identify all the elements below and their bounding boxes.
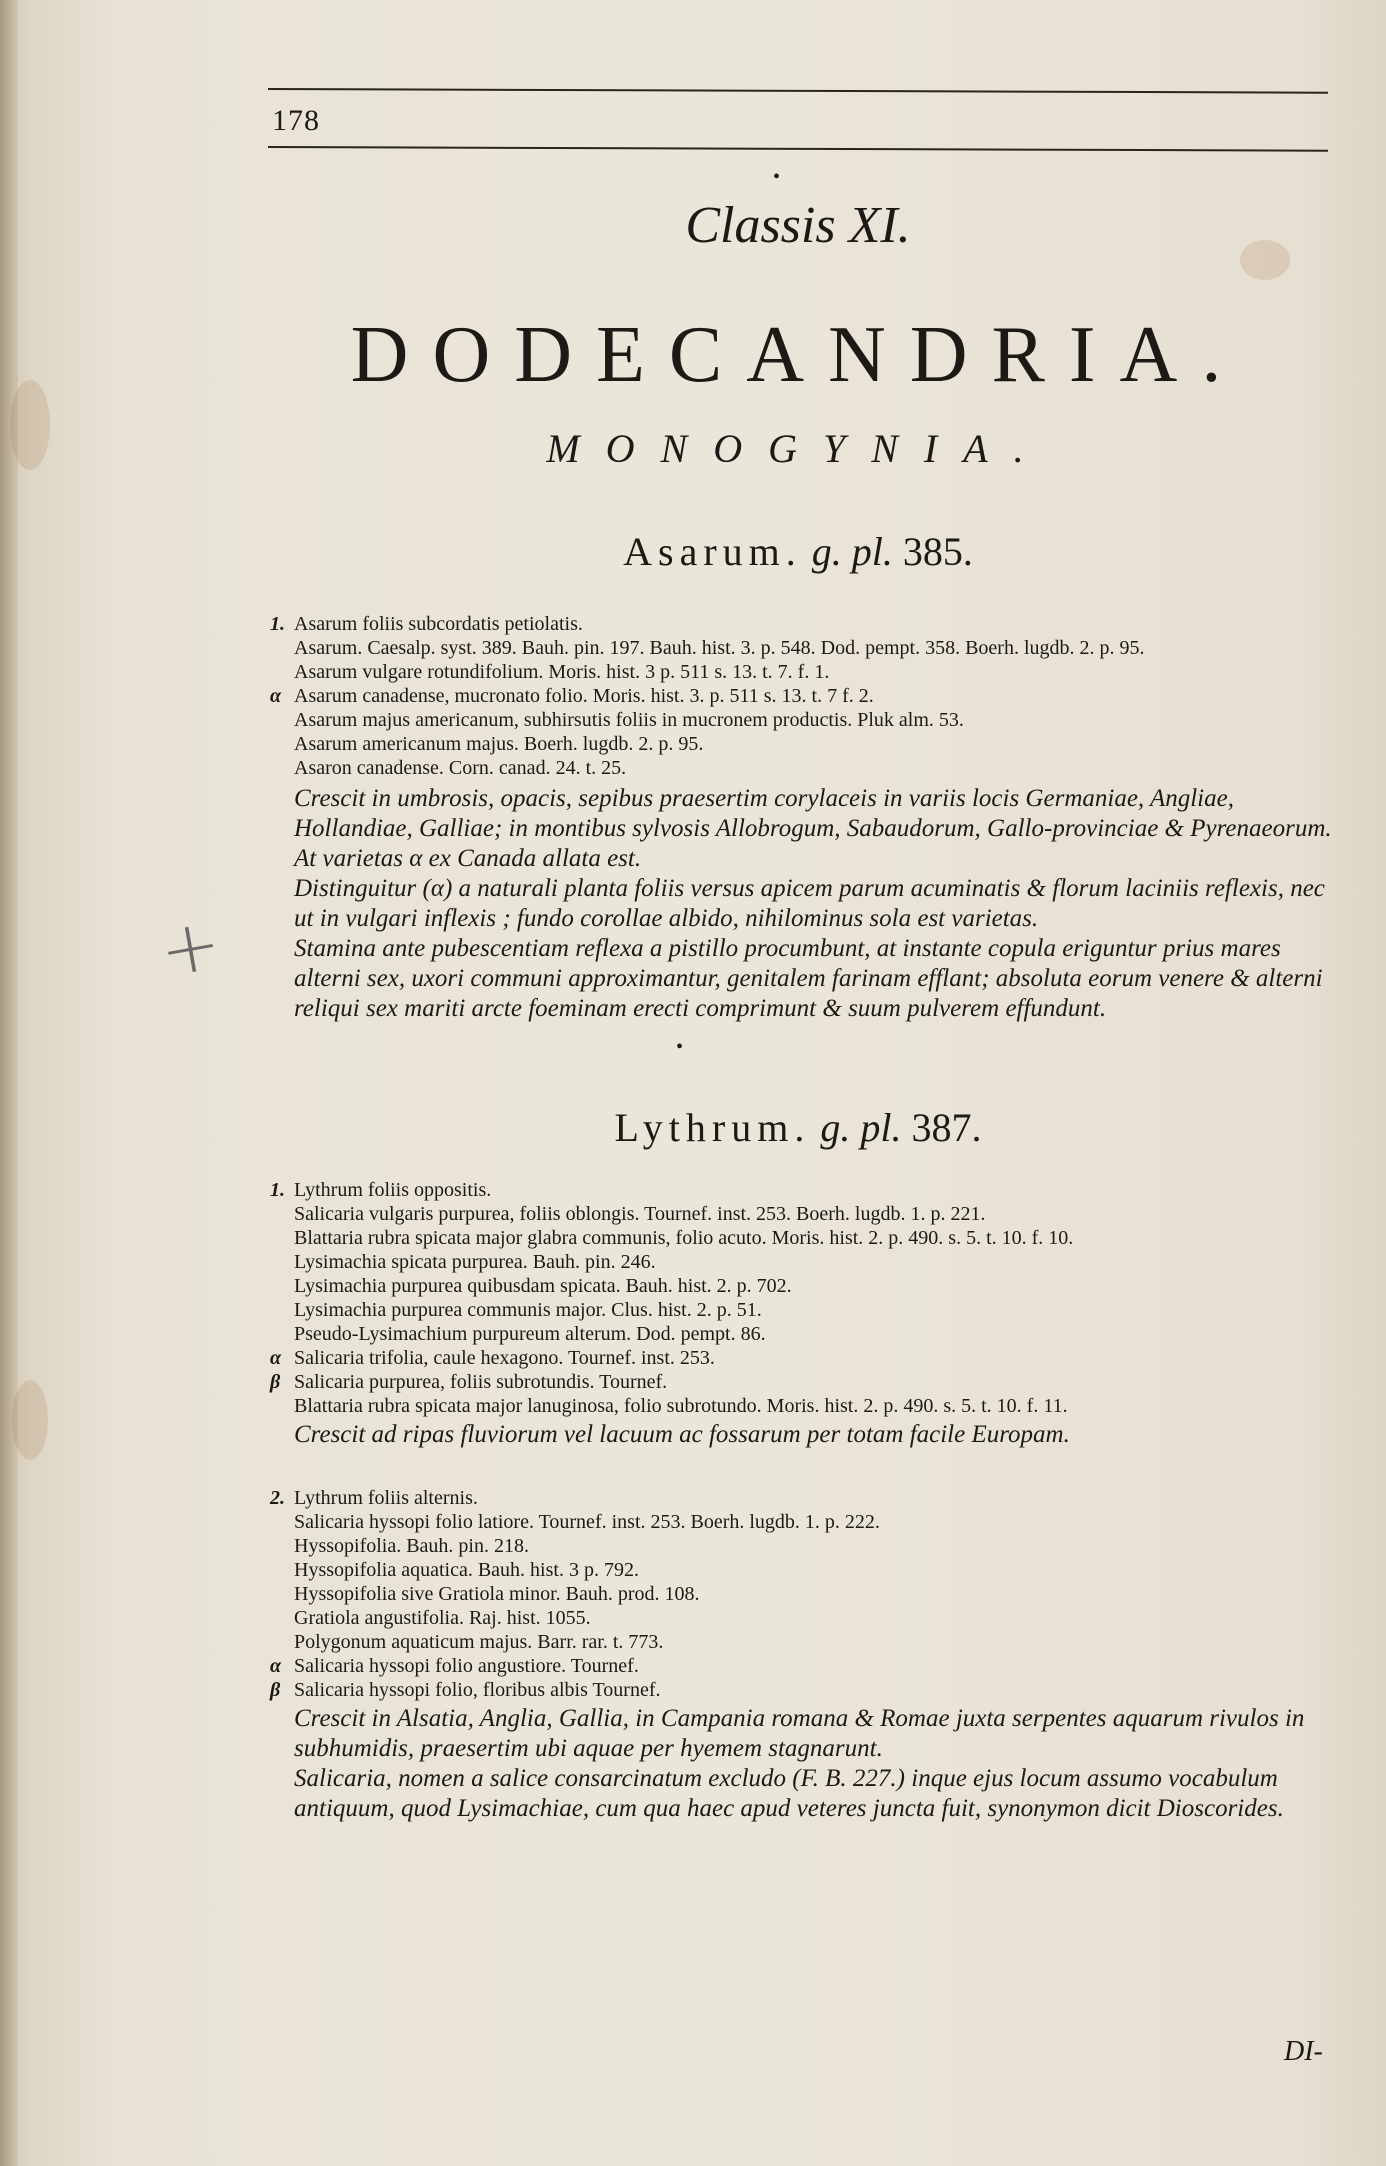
genus-number: 387.	[911, 1105, 982, 1150]
genus-heading-lythrum	[268, 1104, 1328, 1151]
genus-name: Lythrum.	[614, 1105, 811, 1150]
species-entry-asarum-1	[270, 612, 1350, 1024]
stain	[12, 1380, 48, 1460]
class-title: Classis XI.	[685, 197, 911, 254]
synonym-line: Hyssopifolia sive Gratiola minor. Bauh. prod. 108.	[294, 1583, 700, 1605]
variety-marker: α	[270, 685, 282, 707]
synonym-line: Lysimachia purpurea communis major. Clus. hist. 2. p. 51.	[294, 1299, 762, 1321]
species-diagnosis: 2. Lythrum foliis alternis.	[270, 1487, 478, 1509]
synonym-line: Polygonum aquaticum majus. Barr. rar. t. 773.	[294, 1631, 664, 1653]
habitat-paragraph: Crescit ad ripas fluviorum vel lacuum ac fossarum per totam facile Europam.	[294, 1421, 1070, 1448]
note-paragraph: Salicaria, nomen a salice consarcinatum excludo (F. B. 227.) inque ejus locum assumo vocabulum antiquum, quod Lysimachiae, cum qua haec apud veteres juncta fuit, synonymon dicit Dioscorides.	[294, 1765, 1284, 1822]
synonym-line: Asarum. Caesalp. syst. 389. Bauh. pin. 197. Bauh. hist. 3. p. 548. Dod. pempt. 358. Boerh. lugdb. 2. p. 95.	[294, 637, 1145, 659]
stain	[10, 380, 50, 470]
synonym-line: Blattaria rubra spicata major glabra communis, folio acuto. Moris. hist. 2. p. 490. s. 5. t. 10. f. 10.	[294, 1227, 1074, 1249]
synonym-line-variety: β Salicaria hyssopi folio, floribus albis Tournef.	[270, 1679, 661, 1701]
synonym-line: Pseudo-Lysimachium purpureum alterum. Dod. pempt. 86.	[294, 1323, 766, 1345]
species-marker: 2.	[270, 1487, 285, 1509]
synonym-line: Blattaria rubra spicata major lanuginosa, folio subrotundo. Moris. hist. 2. p. 490. s. 5. t. 10. f. 11.	[294, 1395, 1068, 1417]
synonym-line: Asarum vulgare rotundifolium. Moris. hist. 3 p. 511 s. 13. t. 7. f. 1.	[294, 661, 830, 683]
synonym-line: Gratiola angustifolia. Raj. hist. 1055.	[294, 1607, 591, 1629]
synonym-line-variety: α Salicaria trifolia, caule hexagono. Tournef. inst. 253.	[270, 1347, 715, 1369]
header-rule-top	[268, 88, 1328, 94]
page-number: 178	[272, 104, 320, 137]
ornament-dot: •	[676, 1036, 684, 1058]
page-gutter	[0, 0, 18, 2166]
variety-marker: α	[270, 1347, 282, 1369]
synonym-line-variety: β Salicaria purpurea, foliis subrotundis. Tournef.	[270, 1371, 668, 1393]
ornament-dot: •	[773, 166, 781, 188]
species-marker: 1.	[270, 613, 285, 635]
variety-marker: β	[270, 1679, 281, 1701]
synonym-line: Asaron canadense. Corn. canad. 24. t. 25.	[294, 757, 627, 779]
genus-ref: g. pl.	[811, 529, 893, 574]
synonym-line: Salicaria hyssopi folio latiore. Tournef. inst. 253. Boerh. lugdb. 1. p. 222.	[294, 1511, 880, 1533]
class-name: DODECANDRIA.	[350, 311, 1246, 399]
synonym-line: Lysimachia purpurea quibusdam spicata. Bauh. hist. 2. p. 702.	[294, 1275, 792, 1297]
species-marker: 1.	[270, 1179, 285, 1201]
synonym-line-variety: α Salicaria hyssopi folio angustiore. Tournef.	[270, 1655, 639, 1677]
pencil-mark-icon: +	[153, 900, 228, 994]
synonym-line: Salicaria vulgaris purpurea, foliis oblongis. Tournef. inst. 253. Boerh. lugdb. 1. p. 221.	[294, 1203, 986, 1225]
genus-number: 385.	[902, 529, 973, 574]
genus-name: Asarum.	[623, 529, 802, 574]
genus-heading-asarum	[268, 528, 1328, 575]
catchword: DI-	[1284, 2036, 1323, 2067]
habitat-paragraph: Crescit in umbrosis, opacis, sepibus praesertim corylaceis in variis locis Germaniae, Angliae, Hollandiae, Galliae; in montibus sylvosis Allobrogum, Sabaudorum, Gallo-provinciae & Pyrenaeorum. At varietas α ex Canada allata est.	[294, 785, 1332, 872]
synonym-line: Hyssopifolia aquatica. Bauh. hist. 3 p. 792.	[294, 1559, 639, 1581]
species-entry-lythrum-1	[270, 1178, 1350, 1450]
synonym-line: Hyssopifolia. Bauh. pin. 218.	[294, 1535, 529, 1557]
note-paragraph: Stamina ante pubescentiam reflexa a pistillo procumbunt, at instante copula eriguntur prius mares alterni sex, uxori communi approximantur, genitalem farinam efflant; absoluta eorum venere & alterni reliqui sex mariti arcte foeminam erecti comprimunt & suum pulverem effundunt.	[294, 935, 1323, 1022]
variety-marker: β	[270, 1371, 281, 1393]
header-rule-bottom	[268, 146, 1328, 152]
habitat-paragraph: Crescit in Alsatia, Anglia, Gallia, in Campania romana & Romae juxta serpentes aquarum rivulos in subhumidis, praesertim ubi aquae per hyemem stagnarunt.	[294, 1705, 1305, 1762]
variety-marker: α	[270, 1655, 282, 1677]
synonym-line: Lysimachia spicata purpurea. Bauh. pin. 246.	[294, 1251, 656, 1273]
genus-ref: g. pl.	[820, 1105, 902, 1150]
synonym-line: Asarum americanum majus. Boerh. lugdb. 2. p. 95.	[294, 733, 704, 755]
note-paragraph: Distinguitur (α) a naturali planta foliis versus apicem parum acuminatis & florum laciniis reflexis, nec ut in vulgari inflexis ; fundo corollae albido, nihilominus sola est varietas.	[294, 875, 1325, 932]
species-diagnosis: 1. Lythrum foliis oppositis.	[270, 1179, 492, 1201]
order-name: MONOGYNIA.	[546, 426, 1050, 471]
synonym-line-variety: α Asarum canadense, mucronato folio. Moris. hist. 3. p. 511 s. 13. t. 7 f. 2.	[270, 685, 874, 707]
synonym-line: Asarum majus americanum, subhirsutis foliis in mucronem productis. Pluk alm. 53.	[294, 709, 964, 731]
species-entry-lythrum-2	[270, 1486, 1350, 1824]
species-diagnosis: 1. Asarum foliis subcordatis petiolatis.	[270, 613, 583, 635]
